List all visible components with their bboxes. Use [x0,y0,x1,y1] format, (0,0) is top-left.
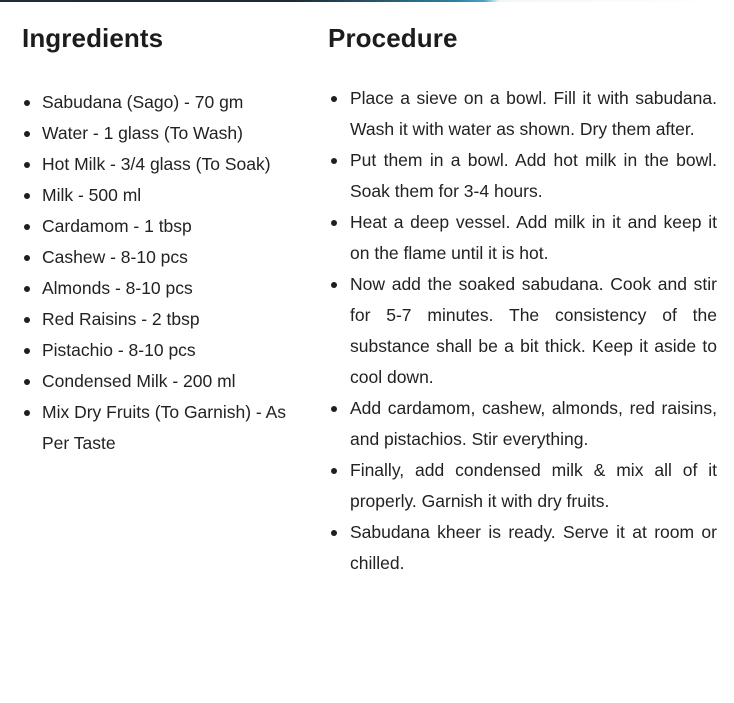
ingredient-item: Cashew - 8-10 pcs [22,242,314,273]
ingredients-heading: Ingredients [22,23,164,53]
ingredients-list [22,87,314,459]
procedure-step: Heat a deep vessel. Add milk in it and keep it on the flame until it is hot. [328,207,717,269]
procedure-step: Put them in a bowl. Add hot milk in the bowl. Soak them for 3-4 hours. [328,145,717,207]
ingredient-item: Mix Dry Fruits (To Garnish) - As Per Taste [22,397,314,459]
procedure-list [328,83,717,579]
ingredient-item: Hot Milk - 3/4 glass (To Soak) [22,149,314,180]
ingredient-item: Milk - 500 ml [22,180,314,211]
procedure-step: Place a sieve on a bowl. Fill it with sabudana. Wash it with water as shown. Dry them after. [328,83,717,145]
ingredient-item: Red Raisins - 2 tbsp [22,304,314,335]
procedure-step: Now add the soaked sabudana. Cook and stir for 5-7 minutes. The consistency of the substance shall be a bit thick. Keep it aside to cool down. [328,269,717,393]
ingredient-item: Sabudana (Sago) - 70 gm [22,87,314,118]
procedure-step: Finally, add condensed milk & mix all of it properly. Garnish it with dry fruits. [328,455,717,517]
ingredient-item: Condensed Milk - 200 ml [22,366,314,397]
procedure-step: Add cardamom, cashew, almonds, red raisins, and pistachios. Stir everything. [328,393,717,455]
procedure-section [328,18,717,579]
procedure-step: Sabudana kheer is ready. Serve it at room or chilled. [328,517,717,579]
ingredient-item: Water - 1 glass (To Wash) [22,118,314,149]
procedure-heading: Procedure [328,23,458,53]
ingredient-item: Cardamom - 1 tbsp [22,211,314,242]
top-accent-bar [0,0,734,2]
ingredient-item: Almonds - 8-10 pcs [22,273,314,304]
ingredients-section [22,18,314,459]
ingredient-item: Pistachio - 8-10 pcs [22,335,314,366]
